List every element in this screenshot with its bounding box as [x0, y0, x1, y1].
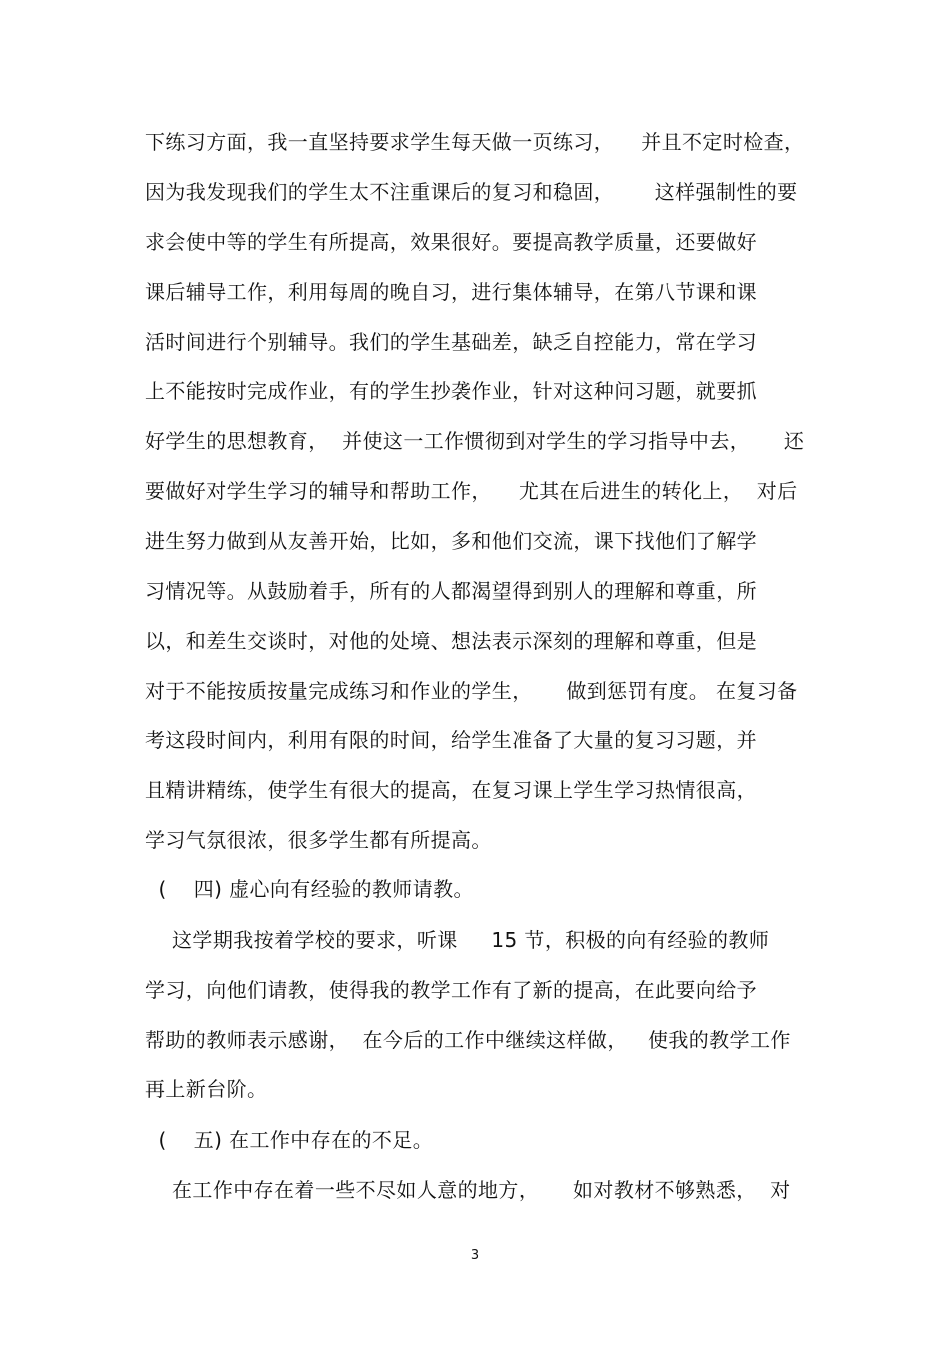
text-line: 因为我发现我们的学生太不注重课后的复习和稳固， 这样强制性的要 — [145, 180, 798, 204]
section-heading: ( 五) 在工作中存在的不足。 — [145, 1128, 434, 1152]
section-heading: ( 四) 虚心向有经验的教师请教。 — [145, 877, 474, 901]
text-line: 这学期我按着学校的要求，听课 15 节，积极的向有经验的教师 — [145, 928, 770, 952]
text-line: 要做好对学生学习的辅导和帮助工作， 尤其在后进生的转化上， 对后 — [145, 479, 798, 503]
text-line: 课后辅导工作，利用每周的晚自习，进行集体辅导，在第八节课和课 — [145, 280, 757, 304]
text-line: 上不能按时完成作业，有的学生抄袭作业，针对这种问习题，就要抓 — [145, 379, 757, 403]
text-line: 帮助的教师表示感谢， 在今后的工作中继续这样做， 使我的教学工作 — [145, 1028, 791, 1052]
page-number: 3 — [470, 1248, 480, 1263]
text-line: 好学生的思想教育， 并使这一工作惯彻到对学生的学习指导中去， 还 — [145, 429, 805, 453]
text-line: 再上新台阶。 — [145, 1077, 268, 1101]
text-line: 学习，向他们请教，使得我的教学工作有了新的提高，在此要向给予 — [145, 978, 757, 1002]
text-line: 下练习方面，我一直坚持要求学生每天做一页练习， 并且不定时检查， — [145, 130, 805, 154]
text-line: 对于不能按质按量完成练习和作业的学生， 做到惩罚有度。 在复习备 — [145, 679, 798, 703]
text-line: 学习气氛很浓，很多学生都有所提高。 — [145, 828, 492, 852]
text-line: 且精讲精练，使学生有很大的提高，在复习课上学生学习热情很高， — [145, 778, 757, 802]
text-line: 在工作中存在着一些不尽如人意的地方， 如对教材不够熟悉， 对 — [145, 1178, 791, 1202]
text-line: 求会使中等的学生有所提高，效果很好。要提高教学质量，还要做好 — [145, 230, 757, 254]
text-line: 习情况等。从鼓励着手，所有的人都渴望得到别人的理解和尊重，所 — [145, 579, 757, 603]
text-line: 以，和差生交谈时，对他的处境、想法表示深刻的理解和尊重，但是 — [145, 629, 757, 653]
text-line: 活时间进行个别辅导。我们的学生基础差，缺乏自控能力，常在学习 — [145, 330, 757, 354]
text-line: 进生努力做到从友善开始，比如，多和他们交流，课下找他们了解学 — [145, 529, 757, 553]
text-line: 考这段时间内，利用有限的时间，给学生准备了大量的复习习题，并 — [145, 728, 757, 752]
